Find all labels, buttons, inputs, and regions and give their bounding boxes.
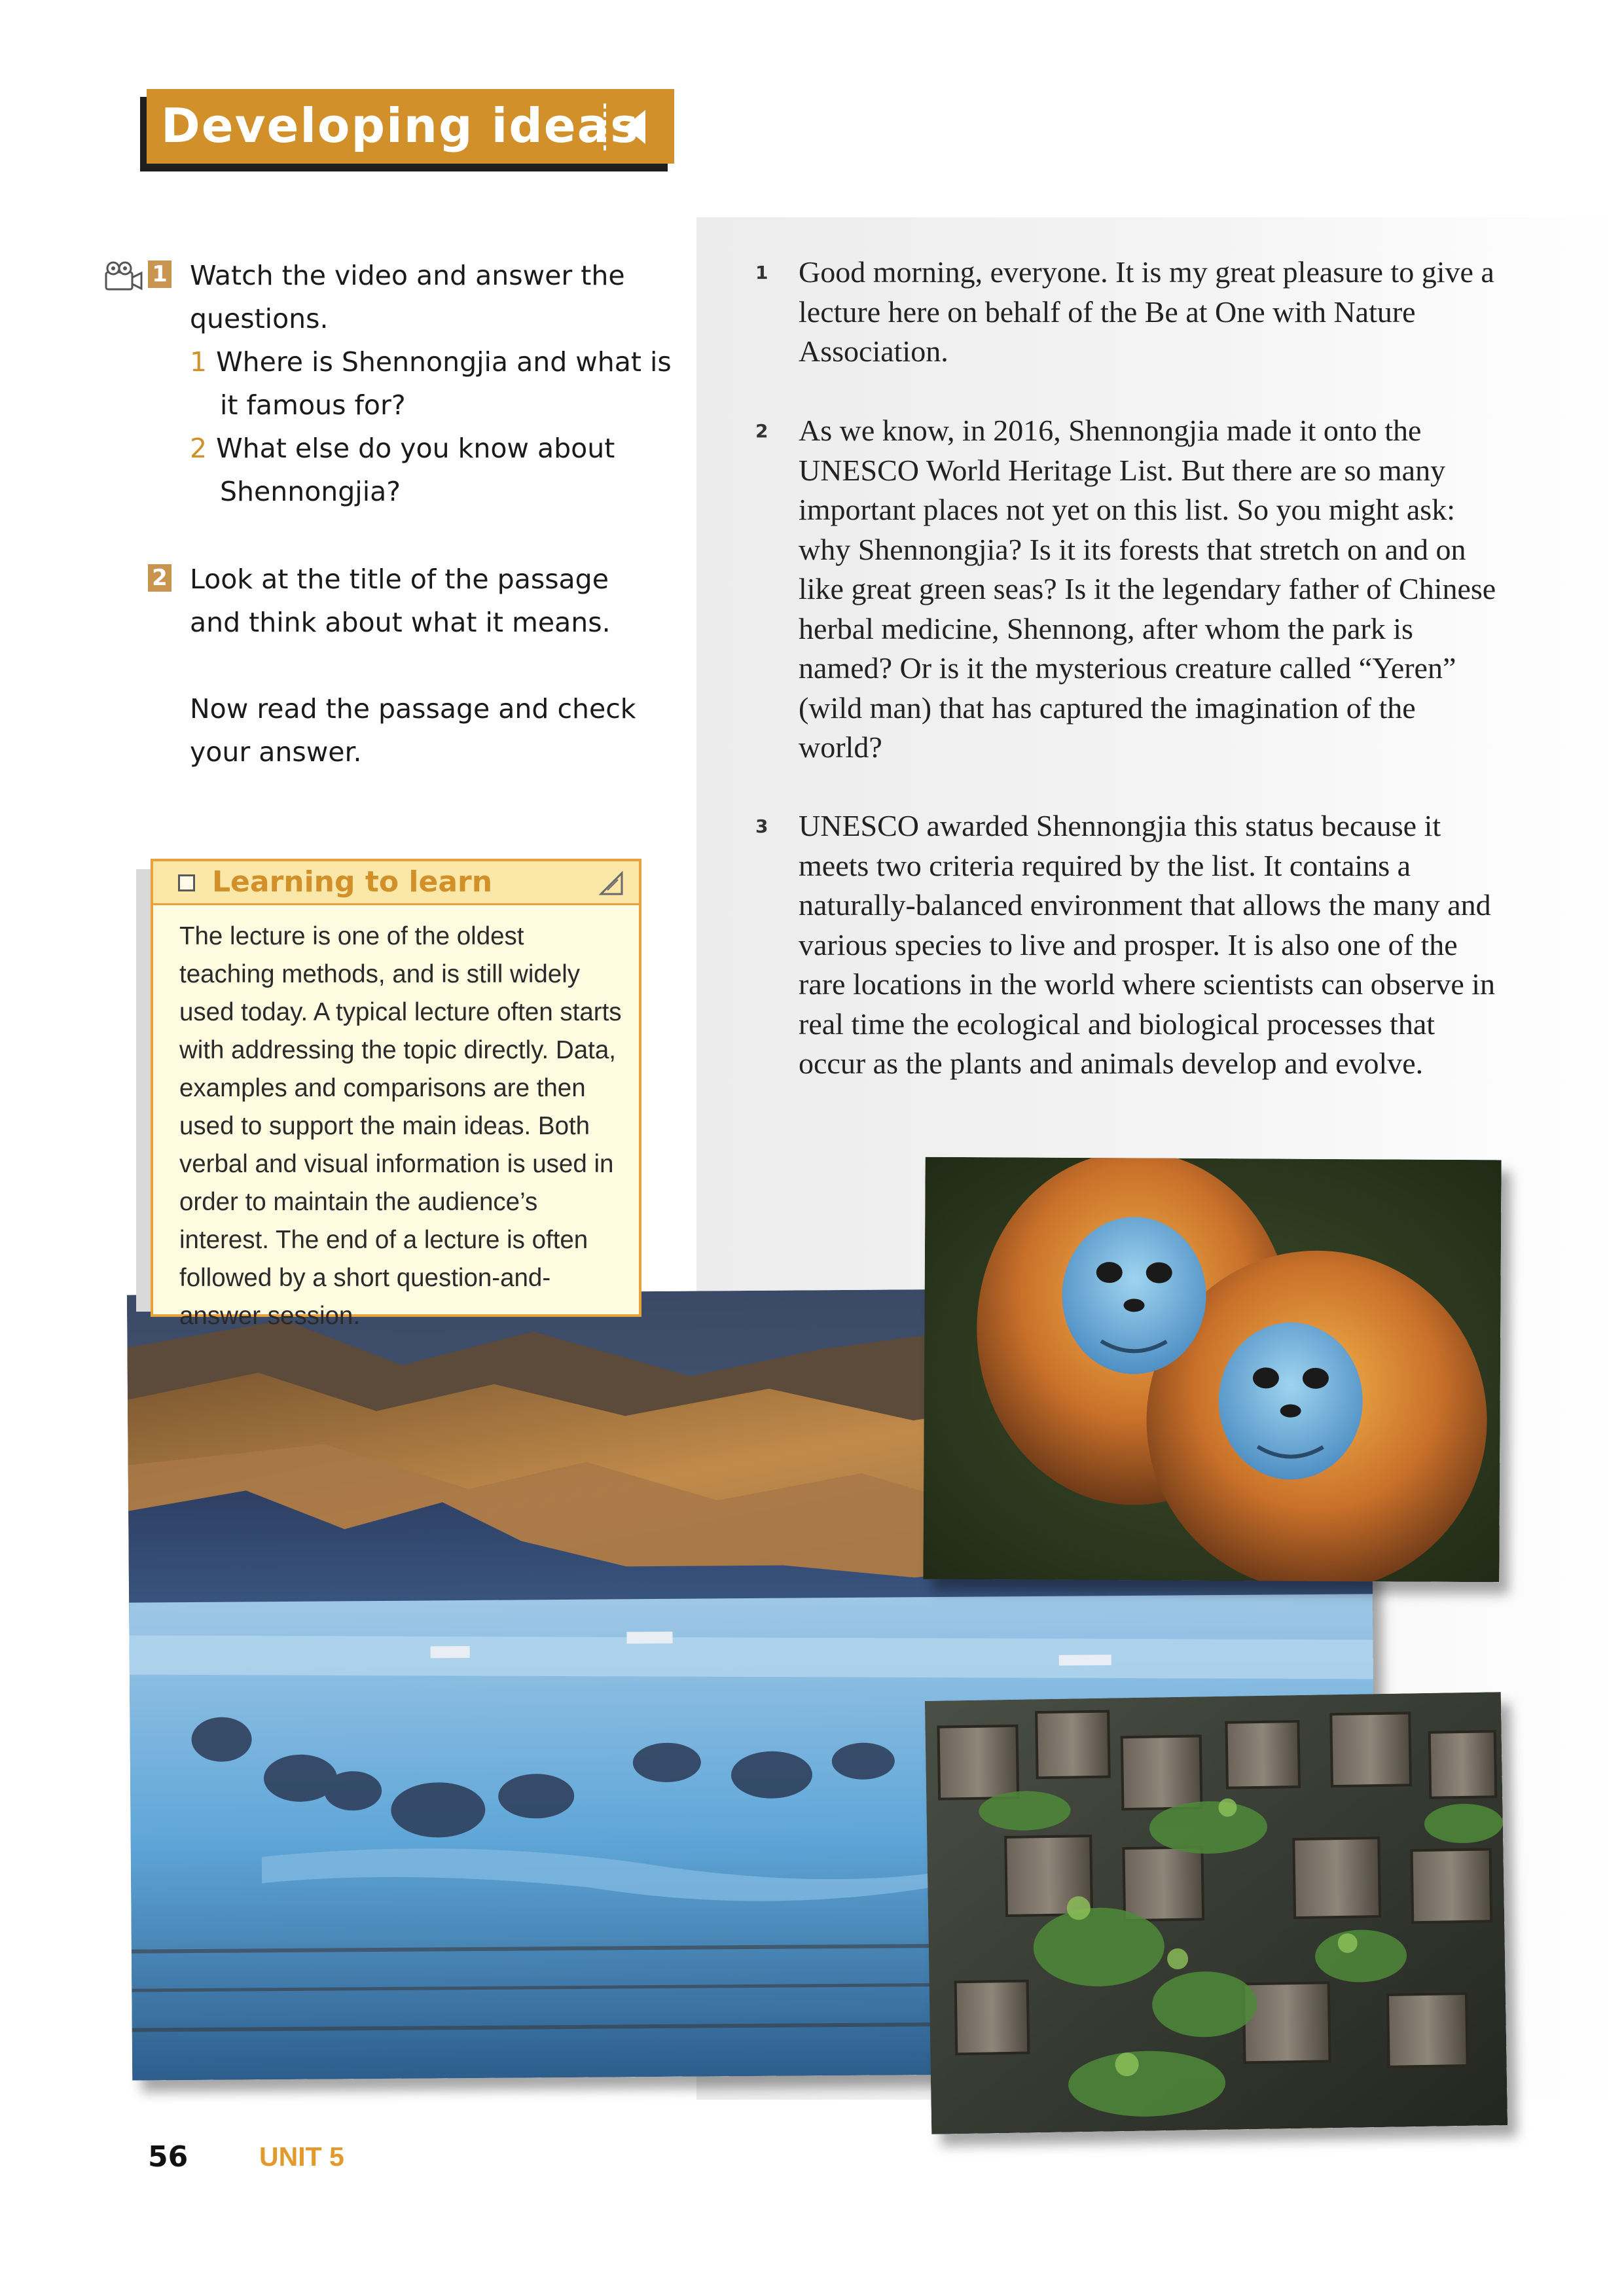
task-2-line2: and think about what it means. <box>190 607 611 638</box>
paragraph-number: 2 <box>755 420 768 442</box>
beehives-photo <box>925 1692 1507 2134</box>
question-2-continued: Shennongjia? <box>220 476 401 507</box>
task-2-line3: Now read the passage and check <box>190 693 636 725</box>
passage-paragraph-1: Good morning, everyone. It is my great pleasure to give a lecture here on behalf of the Be at One with Nature Association. <box>799 255 1494 368</box>
task-2-number: 2 <box>148 564 171 592</box>
learning-to-learn-box <box>151 859 641 1330</box>
question-1 <box>190 340 672 384</box>
info-box-body: The lecture is one of the oldest teaching methods, and is still widely used today. A typical lecture often starts with addressing the topic directly. Data, examples and comparisons are then used to support the main ideas. Both verbal and visual information is used in order to maintain the audience’s interest. The end of a lecture is often followed by a short question-and-answer session. <box>179 922 622 1330</box>
video-camera-icon <box>105 260 143 292</box>
question-text: What else do you know about <box>216 433 615 464</box>
back-arrow-icon[interactable] <box>624 110 645 144</box>
task-2-line1: Look at the title of the passage <box>190 564 609 595</box>
question-1-continued: it famous for? <box>220 389 406 421</box>
task-1-number: 1 <box>148 260 171 288</box>
task-1-instruction-line2: questions. <box>190 303 329 334</box>
question-number: 2 <box>190 433 208 464</box>
info-box-header <box>153 861 639 905</box>
checkbox-square-icon <box>178 874 195 891</box>
banner-divider <box>604 103 606 151</box>
section-title: Developing ideas <box>161 98 640 153</box>
section-banner <box>147 89 674 164</box>
unit-label: UNIT 5 <box>259 2142 344 2172</box>
passage-paragraph-2: As we know, in 2016, Shennongjia made it onto the UNESCO World Heritage List. But there are so many important places not yet on this list. So you might ask: why Shennongjia? Is it its forests that stretch on and on like great green seas? Is it the legendary father of Chinese herbal medicine, Shennong, after whom the park is named? Or is it the mysterious creature called “Yeren” (wild man) that has captured the imagination of the world? <box>799 414 1496 764</box>
corner-triangle-icon <box>598 870 624 897</box>
paragraph-number: 3 <box>755 816 768 837</box>
info-box-title: Learning to learn <box>212 865 493 899</box>
task-2-line4: your answer. <box>190 736 362 768</box>
passage-paragraph-3: UNESCO awarded Shennongjia this status because it meets two criteria required by the list. It contains a naturally-balanced environment that allows the many and various species to live and prosper. It is also one of the rare locations in the world where scientists can observe in real time the ecological and biological processes that occur as the plants and animals develop and evolve. <box>799 809 1496 1080</box>
task-1-instruction-line1: Watch the video and answer the <box>190 260 625 291</box>
page-number: 56 <box>148 2140 189 2174</box>
golden-monkeys-photo <box>923 1157 1501 1583</box>
question-number: 1 <box>190 346 208 378</box>
question-2 <box>190 427 615 470</box>
paragraph-number: 1 <box>755 262 768 283</box>
question-text: Where is Shennongjia and what is <box>216 346 672 378</box>
